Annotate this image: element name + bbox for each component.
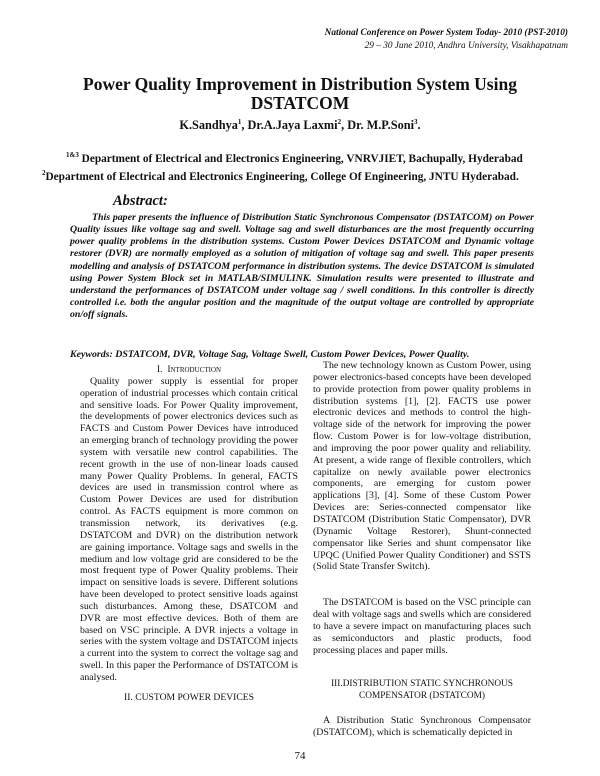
keywords: Keywords: DSTATCOM, DVR, Voltage Sag, Voltage Swell, Custom Power Devices, Power Quality. [70,349,470,360]
section-1-heading [80,364,298,376]
conference-date-place: 29 – 30 June 2010, Andhra University, Visakhapatnam [364,40,568,51]
affiliation-1 [42,148,523,166]
dstatcom-vsc-paragraph: The DSTATCOM is based on the VSC principle can deal with voltage sags and swells which are considered to have a severe impact on manufacturing places such as semiconductors and plastic products, food processing places and paper mills. [313,597,531,656]
dstatcom-description-paragraph: A Distribution Static Synchronous Compensator (DSTATCOM), which is schematically depicted in [313,715,531,738]
affiliation-2-mark: 2 [42,168,46,177]
affiliation-2-text: Department of Electrical and Electronics Engineering, College Of Engineering, JNTU Hyderabad. [45,170,519,183]
author-3: , Dr. M.P.Soni [341,118,414,133]
author-1-mark: 1 [237,118,242,126]
author-2: , Dr.A.Jaya Laxmi [241,118,338,133]
affiliation-1-mark: 1&3 [66,151,79,159]
right-column [313,360,531,739]
paper-title: Power Quality Improvement in Distribution System Using DSTATCOM [83,74,517,113]
affiliation-2 [42,166,523,184]
affiliation-1-text: Department of Electrical and Electronics Engineering, VNRVJIET, Bachupally, Hyderabad [78,152,523,165]
author-list-end: . [417,118,421,133]
left-column [80,364,298,704]
section-1-title: Introduction [167,364,222,375]
author-list [0,118,600,133]
author-1: K.Sandhya [179,118,238,133]
custom-power-paragraph: The new technology known as Custom Power, using power electronics-based concepts have been developed to provide protection from power quality problems in distribution systems [1], [2]. FACTS use power electronic devices and methods to control the high-voltage side of the network for improving the power flow. Custom Power is for low-voltage distribution, and improving the poor power quality and reliability. At present, a wide range of flexible controllers, which capitalize on newly available power electronics components, are emerging for custom power applications [3], [4]. Some of these Custom Power Devices are: Series-connected compensator like DSTATCOM (Distribution Static Compensator), DVR (Dynamic Voltage Restorer), Shunt-connected compensator like Series and shunt compensator like UPQC (Unified Power Quality Conditioner) and SSTS (Solid State Transfer Switch). [313,360,531,573]
author-2-mark: 2 [337,118,342,126]
page-number: 74 [294,750,306,762]
intro-paragraph: Quality power supply is essential for proper operation of industrial processes which contain critical and sensitive loads. For Power Quality improvement, the developments of power electronics devices such as FACTS and Custom Power Devices have introduced an emerging branch of technology providing the power system with versatile new control capabilities. The recent growth in the use of non-linear loads caused many Power Quality Problems. In general, FACTS devices are used in transmission control where as Custom Power Devices are used for distribution control. As FACTS equipment is more common on transmission network, its derivatives (e.g. DSTATCOM and DVR) on the distribution network are gaining importance. Voltage sags and swells in the medium and low voltage grid are considered to be the most frequent type of Power Quality problems. Their impact on sensitive loads is severe. Different solutions have been developed to protect sensitive loads against such disturbances. Among these, DSATCOM and DVR are most effective devices. Both of them are based on VSC principle. A DVR injects a voltage in series with the system voltage and DSTATCOM injects a current into the system to correct the voltage sag and swell. In this paper the Performance of DSTATCOM is analysed. [80,375,298,683]
author-3-mark: 3 [413,118,418,126]
running-header [325,27,568,52]
section-2-heading: II. CUSTOM POWER DEVICES [124,691,254,703]
section-3-heading-line-2: COMPENSATOR (DSTATCOM) [359,691,485,702]
section-1-number: I. [156,364,163,375]
conference-name: National Conference on Power System Today- 2010 (PST-2010) [324,28,568,38]
abstract-text: This paper presents the influence of Distribution Static Synchronous Compensator (DSTATCOM) on Power Quality issues like voltage sag and swell. Voltage sag and swell disturbances are the most frequently occurring power quality problems in the distribution systems. Custom Power Devices DSTATCOM and Dynamic voltage restorer (DVR) are normally employed as a solution of mitigation of voltage sag and swell. This paper presents modelling and analysis of DSTATCOM performance in distribution systems. The device DSTATCOM is simulated using Power System Block set in MATLAB/SIMULINK. Simulation results were presented to illustrate and understand the performances of DSTATCOM under voltage sag / swell conditions. In this controller is directly controlled i.e. both the angular position and the magnitude of the output voltage are controlled by appropriate on/off signals. [70,212,534,321]
section-3-heading-line-1: III.DISTRIBUTION STATIC SYNCHRONOUS [331,679,513,690]
abstract-heading: Abstract: [113,193,168,209]
affiliations [42,148,523,184]
